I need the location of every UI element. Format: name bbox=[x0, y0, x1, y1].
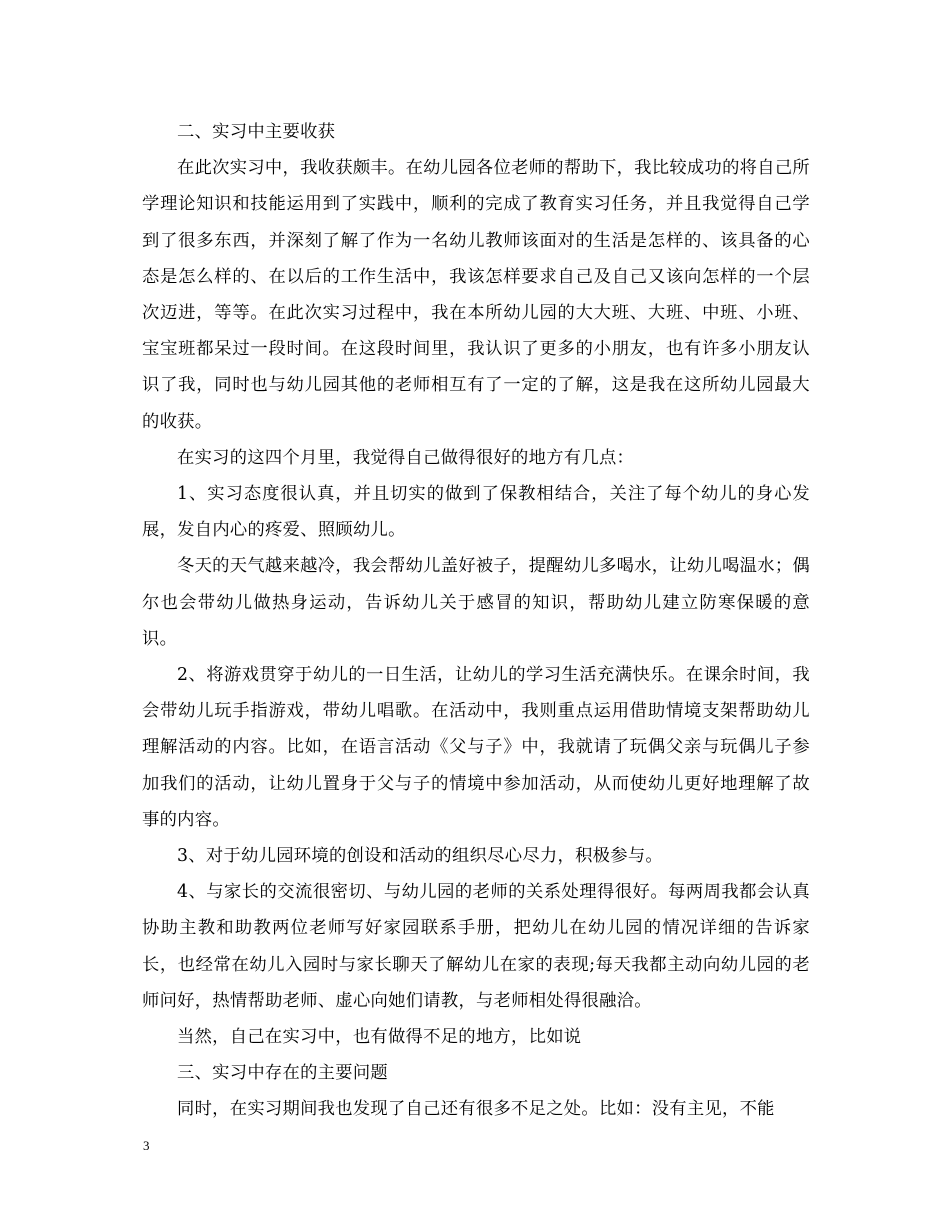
section-heading-main-problems: 三、实习中存在的主要问题 bbox=[177, 1063, 388, 1084]
list-item-3-environment: 3、对于幼儿园环境的创设和活动的组织尽心尽力，积极参与。 bbox=[177, 846, 663, 867]
page-number: 3 bbox=[143, 1138, 150, 1153]
paragraph-problems-start: 同时，在实习期间我也发现了自己还有很多不足之处。比如：没有主见，不能 bbox=[177, 1099, 775, 1120]
list-item-2-games: 2、将游戏贯穿于幼儿的一日生活，让幼儿的学习生活充满快乐。在课余时间，我会带幼儿玩手指游戏，带幼儿唱歌。在活动中，我则重点运用借助情境支架帮助幼儿理解活动的内容。比如，在语言活动《父与子》中，我就请了玩偶父亲与玩偶儿子参加我们的活动，让幼儿置身于父与子的情境中参加活动，从而使幼儿更好地理解了故事的内容。 bbox=[142, 665, 810, 830]
list-item-1-attitude: 1、实习态度很认真，并且切实的做到了保教相结合，关注了每个幼儿的身心发展，发自内心的疼爱、照顾幼儿。 bbox=[142, 484, 810, 541]
paragraph-shortcomings-intro: 当然，自己在实习中，也有做得不足的地方，比如说 bbox=[177, 1027, 582, 1048]
list-item-4-parents: 4、与家长的交流很密切、与幼儿园的老师的关系处理得很好。每两周我都会认真协助主教和助教两位老师写好家园联系手册，把幼儿在幼儿园的情况详细的告诉家长，也经常在幼儿入园时与家长聊天了解幼儿在家的表现;每天我都主动向幼儿园的老师问好，热情帮助老师、虚心向她们请教，与老师相处得很融洽。 bbox=[142, 882, 810, 1011]
paragraph-gains-summary: 在此次实习中，我收获颇丰。在幼儿园各位老师的帮助下，我比较成功的将自己所学理论知识和技能运用到了实践中，顺利的完成了教育实习任务，并且我觉得自己学到了很多东西，并深刻了解了作为一名幼儿教师该面对的生活是怎样的、该具备的心态是怎么样的、在以后的工作生活中，我该怎样要求自己及自己又该向怎样的一个层次迈进，等等。在此次实习过程中，我在本所幼儿园的大大班、大班、中班、小班、宝宝班都呆过一段时间。在这段时间里，我认识了更多的小朋友，也有许多小朋友认识了我，同时也与幼儿园其他的老师相互有了一定的了解，这是我在这所幼儿园最大的收获。 bbox=[142, 158, 810, 432]
section-heading-main-gains: 二、实习中主要收获 bbox=[177, 122, 336, 142]
paragraph-winter-care: 冬天的天气越来越冷，我会帮幼儿盖好被子，提醒幼儿多喝水，让幼儿喝温水；偶尔也会带幼儿做热身运动，告诉幼儿关于感冒的知识，帮助幼儿建立防寒保暖的意识。 bbox=[142, 556, 810, 649]
document-body bbox=[142, 114, 810, 1128]
paragraph-good-points-intro: 在实习的这四个月里，我觉得自己做得很好的地方有几点： bbox=[177, 447, 635, 468]
